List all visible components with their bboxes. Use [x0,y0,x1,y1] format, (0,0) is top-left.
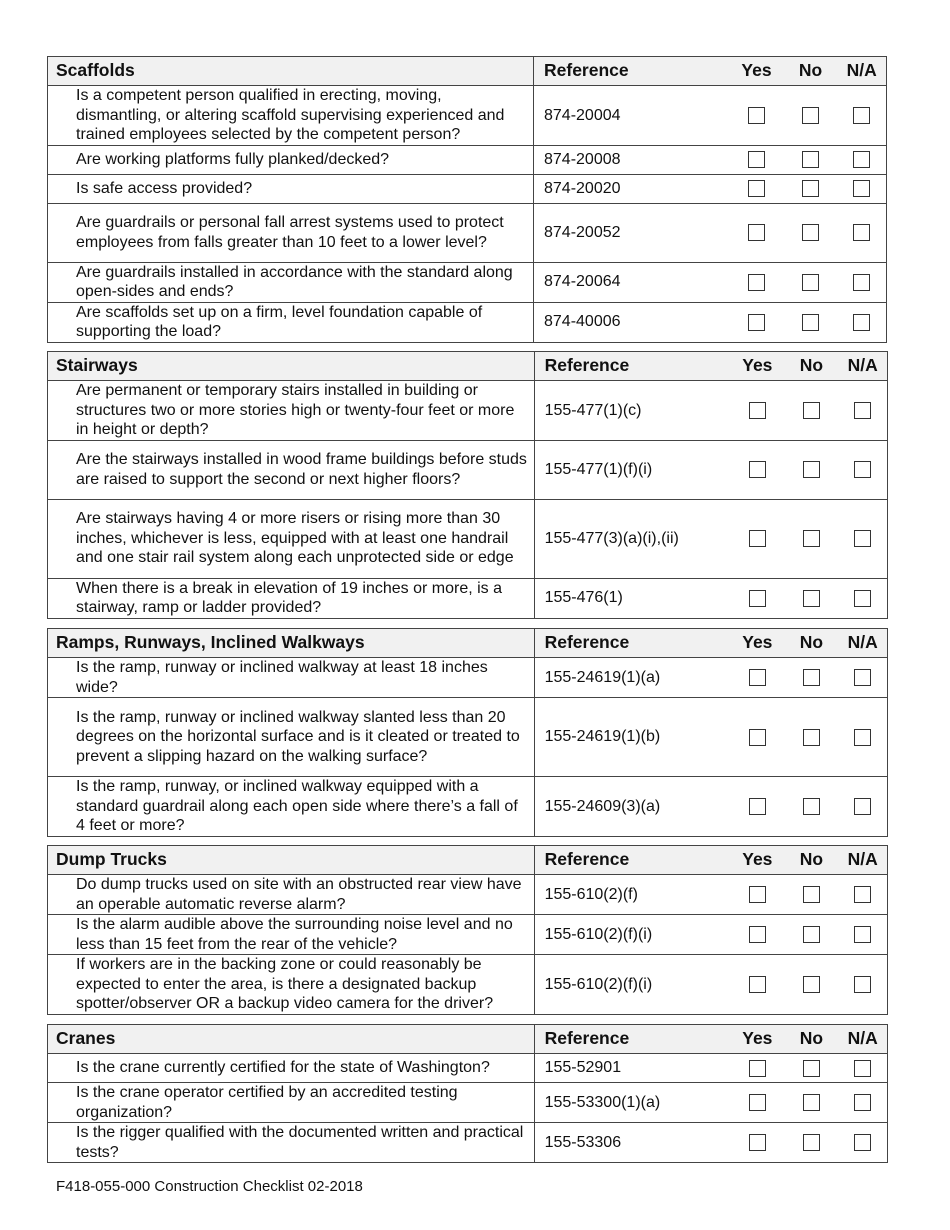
reference-code: 874-20020 [534,174,730,203]
yes-cell [730,875,784,915]
na-checkbox[interactable] [853,274,870,291]
yes-cell [730,698,784,777]
na-checkbox[interactable] [854,976,871,993]
checklist-row [48,203,887,262]
yes-checkbox[interactable] [748,274,765,291]
na-cell [838,86,887,146]
reference-column-header: Reference [534,352,730,381]
no-checkbox[interactable] [802,314,819,331]
no-cell [784,1054,838,1083]
na-column-header: N/A [838,57,887,86]
checklist-row [48,145,887,174]
reference-code: 155-610(2)(f)(i) [534,915,730,955]
question-text: Is the crane operator certified by an accredited testing organization? [48,1083,535,1123]
dump-trucks-section [47,845,888,1015]
no-cell [784,658,838,698]
yes-column-header: Yes [730,846,784,875]
question-text: Are stairways having 4 or more risers or rising more than 30 inches, whichever is less, equipped with at least one handrail and one stair rail system along each unprotected side or edge [48,499,535,578]
yes-cell [730,440,784,499]
no-cell [784,578,838,618]
no-cell [784,955,838,1015]
no-checkbox[interactable] [802,274,819,291]
yes-checkbox[interactable] [748,107,765,124]
yes-checkbox[interactable] [748,314,765,331]
reference-code: 155-53306 [534,1123,730,1163]
na-cell [838,915,887,955]
form-footer: F418-055-000 Construction Checklist 02-2018 [56,1178,363,1195]
na-checkbox[interactable] [854,669,871,686]
checklist-row [48,440,888,499]
na-checkbox[interactable] [854,798,871,815]
na-checkbox[interactable] [854,926,871,943]
no-cell [784,174,838,203]
no-checkbox[interactable] [803,669,820,686]
question-text: Is the ramp, runway or inclined walkway at least 18 inches wide? [48,658,535,698]
no-cell [784,777,838,837]
na-cell [838,955,887,1015]
na-column-header: N/A [838,1025,887,1054]
reference-code: 155-477(3)(a)(i),(ii) [534,499,730,578]
na-cell [838,203,887,262]
no-checkbox[interactable] [802,151,819,168]
yes-checkbox[interactable] [748,151,765,168]
yes-checkbox[interactable] [748,180,765,197]
reference-code: 155-53300(1)(a) [534,1083,730,1123]
na-checkbox[interactable] [854,530,871,547]
na-cell [838,578,887,618]
no-column-header: No [784,352,838,381]
checklist-row [48,302,887,342]
stairways-header-row [48,352,888,381]
reference-column-header: Reference [534,57,730,86]
na-checkbox[interactable] [853,224,870,241]
cranes-section [47,1024,888,1163]
stairways-section [47,351,888,619]
question-text: Is a competent person qualified in erecting, moving, dismantling, or altering scaffold supervising experienced and trained employees selected by the competent person? [48,86,534,146]
checklist-row [48,262,887,302]
checklist-row [48,1054,888,1083]
yes-column-header: Yes [730,629,784,658]
no-column-header: No [784,57,838,86]
reference-code: 155-477(1)(f)(i) [534,440,730,499]
yes-checkbox[interactable] [749,1134,766,1151]
question-text: Are permanent or temporary stairs installed in building or structures two or more stories high or twenty-four feet or more in height or depth? [48,381,535,441]
reference-code: 155-24619(1)(b) [534,698,730,777]
na-checkbox[interactable] [853,314,870,331]
checklist-row [48,381,888,441]
na-column-header: N/A [838,629,887,658]
checklist-row [48,499,888,578]
no-cell [784,1123,838,1163]
checklist-row [48,578,888,618]
na-cell [838,1054,887,1083]
na-cell [838,1083,887,1123]
na-checkbox[interactable] [854,729,871,746]
question-text: Is the ramp, runway or inclined walkway slanted less than 20 degrees on the horizontal surface and is it cleated or treated to prevent a slipping hazard on the walking surface? [48,698,535,777]
na-checkbox[interactable] [854,461,871,478]
question-text: Is safe access provided? [48,174,534,203]
no-checkbox[interactable] [803,798,820,815]
reference-code: 874-20064 [534,262,730,302]
na-cell [838,499,887,578]
question-text: Are guardrails installed in accordance with the standard along open-sides and ends? [48,262,534,302]
na-checkbox[interactable] [854,1134,871,1151]
no-cell [784,440,838,499]
question-text: Is the crane currently certified for the state of Washington? [48,1054,535,1083]
section-title: Stairways [48,352,535,381]
na-cell [838,698,887,777]
na-cell [838,302,887,342]
no-checkbox[interactable] [803,1060,820,1077]
no-checkbox[interactable] [803,402,820,419]
yes-checkbox[interactable] [749,926,766,943]
checklist-row [48,915,888,955]
checklist-row [48,777,888,837]
no-checkbox[interactable] [803,976,820,993]
question-text: Is the ramp, runway, or inclined walkway equipped with a standard guardrail along each open side where there’s a fall of 4 feet or more? [48,777,535,837]
no-checkbox[interactable] [803,729,820,746]
checklist-row [48,955,888,1015]
yes-cell [730,1054,784,1083]
na-checkbox[interactable] [853,180,870,197]
yes-cell [730,381,784,441]
yes-checkbox[interactable] [749,1060,766,1077]
yes-checkbox[interactable] [748,224,765,241]
no-column-header: No [784,846,838,875]
yes-column-header: Yes [730,57,784,86]
yes-cell [730,1123,784,1163]
no-checkbox[interactable] [803,461,820,478]
checklist-row [48,1123,888,1163]
no-cell [784,145,838,174]
no-cell [784,262,838,302]
na-checkbox[interactable] [854,1060,871,1077]
scaffolds-section [47,56,887,343]
question-text: Is the alarm audible above the surrounding noise level and no less than 15 feet from the rear of the vehicle? [48,915,535,955]
na-cell [838,381,887,441]
yes-column-header: Yes [730,1025,784,1054]
no-checkbox[interactable] [802,224,819,241]
no-column-header: No [784,1025,838,1054]
reference-code: 155-477(1)(c) [534,381,730,441]
yes-checkbox[interactable] [749,669,766,686]
question-text: Is the rigger qualified with the documented written and practical tests? [48,1123,535,1163]
yes-cell [730,1083,784,1123]
yes-checkbox[interactable] [749,1094,766,1111]
reference-code: 874-20004 [534,86,730,146]
reference-code: 155-610(2)(f)(i) [534,955,730,1015]
checklist-row [48,875,888,915]
dump-trucks-header-row [48,846,888,875]
no-checkbox[interactable] [803,590,820,607]
no-checkbox[interactable] [803,1094,820,1111]
na-checkbox[interactable] [853,107,870,124]
no-cell [784,875,838,915]
reference-code: 155-610(2)(f) [534,875,730,915]
question-text: Are working platforms fully planked/decked? [48,145,534,174]
no-column-header: No [784,629,838,658]
no-cell [784,302,838,342]
question-text: Are guardrails or personal fall arrest systems used to protect employees from falls greater than 10 feet to a lower level? [48,203,534,262]
na-cell [838,440,887,499]
no-cell [784,86,838,146]
scaffolds-header-row [48,57,887,86]
ramps-section [47,628,888,837]
reference-code: 155-52901 [534,1054,730,1083]
question-text: When there is a break in elevation of 19 inches or more, is a stairway, ramp or ladder provided? [48,578,535,618]
no-checkbox[interactable] [802,180,819,197]
no-cell [784,203,838,262]
reference-code: 874-20008 [534,145,730,174]
yes-column-header: Yes [730,352,784,381]
yes-cell [730,262,784,302]
section-title: Scaffolds [48,57,534,86]
reference-column-header: Reference [534,1025,730,1054]
no-cell [784,381,838,441]
yes-checkbox[interactable] [749,530,766,547]
no-checkbox[interactable] [803,926,820,943]
na-cell [838,145,887,174]
checklist-row [48,658,888,698]
na-checkbox[interactable] [854,1094,871,1111]
na-checkbox[interactable] [854,590,871,607]
reference-code: 155-24609(3)(a) [534,777,730,837]
na-cell [838,1123,887,1163]
checklist-row [48,1083,888,1123]
question-text: If workers are in the backing zone or could reasonably be expected to enter the area, is there a designated backup spotter/observer OR a backup video camera for the driver? [48,955,535,1015]
section-title: Dump Trucks [48,846,535,875]
checklist-row [48,698,888,777]
yes-checkbox[interactable] [749,590,766,607]
na-column-header: N/A [838,846,887,875]
checklist-row [48,86,887,146]
section-title: Cranes [48,1025,535,1054]
ramps-runways-inclined-walkways-header-row [48,629,888,658]
yes-checkbox[interactable] [749,976,766,993]
na-column-header: N/A [838,352,887,381]
reference-code: 874-20052 [534,203,730,262]
yes-cell [730,777,784,837]
question-text: Do dump trucks used on site with an obstructed rear view have an operable automatic reverse alarm? [48,875,535,915]
reference-code: 155-24619(1)(a) [534,658,730,698]
reference-column-header: Reference [534,846,730,875]
na-cell [838,777,887,837]
yes-cell [730,578,784,618]
yes-checkbox[interactable] [749,798,766,815]
reference-code: 874-40006 [534,302,730,342]
no-cell [784,499,838,578]
yes-cell [730,499,784,578]
no-checkbox[interactable] [803,530,820,547]
yes-checkbox[interactable] [749,886,766,903]
yes-cell [730,174,784,203]
no-cell [784,915,838,955]
cranes-header-row [48,1025,888,1054]
no-cell [784,698,838,777]
na-cell [838,262,887,302]
yes-cell [730,203,784,262]
no-checkbox[interactable] [803,886,820,903]
na-checkbox[interactable] [854,886,871,903]
na-checkbox[interactable] [853,151,870,168]
yes-cell [730,658,784,698]
question-text: Are scaffolds set up on a firm, level foundation capable of supporting the load? [48,302,534,342]
yes-cell [730,145,784,174]
checklist-row [48,174,887,203]
yes-checkbox[interactable] [749,461,766,478]
na-cell [838,658,887,698]
yes-cell [730,86,784,146]
yes-cell [730,955,784,1015]
no-checkbox[interactable] [802,107,819,124]
question-text: Are the stairways installed in wood frame buildings before studs are raised to support the second or next higher floors? [48,440,535,499]
no-cell [784,1083,838,1123]
yes-checkbox[interactable] [749,729,766,746]
na-cell [838,875,887,915]
yes-cell [730,302,784,342]
reference-column-header: Reference [534,629,730,658]
na-cell [838,174,887,203]
na-checkbox[interactable] [854,402,871,419]
reference-code: 155-476(1) [534,578,730,618]
section-title: Ramps, Runways, Inclined Walkways [48,629,535,658]
yes-checkbox[interactable] [749,402,766,419]
yes-cell [730,915,784,955]
no-checkbox[interactable] [803,1134,820,1151]
